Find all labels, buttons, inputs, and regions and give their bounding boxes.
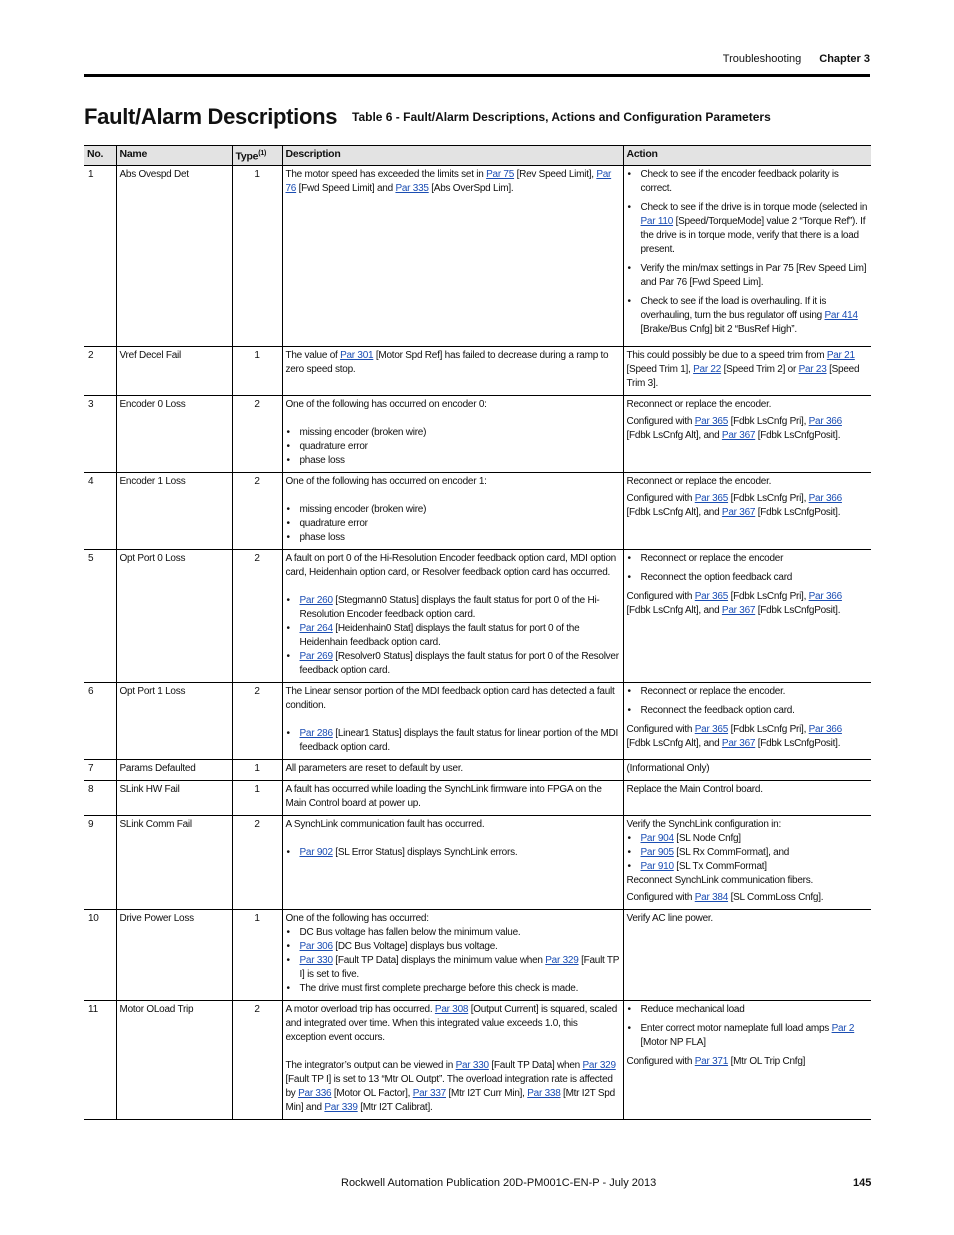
text-span: DC Bus voltage has fallen below the minimum value. [299, 926, 521, 938]
table-row [84, 759, 871, 780]
parameter-link[interactable]: Par 308 [434, 1003, 469, 1015]
parameter-link[interactable]: Par 910 [640, 860, 674, 872]
fault-action [623, 472, 871, 549]
text-span: [Mtr I2T Spd Min] and [285, 1087, 615, 1113]
table-row [84, 780, 871, 815]
text-span: [Abs OverSpd Lim]. [428, 182, 514, 194]
text-span: [Speed Trim 1], [626, 363, 694, 375]
table-row [84, 472, 871, 549]
bullet-list [627, 832, 869, 874]
fault-type: 2 [232, 682, 282, 759]
col-header-type [232, 146, 282, 166]
text-span: [Linear1 Status] displays the fault status for linear portion of the MDI feedback option card. [299, 727, 619, 753]
list-item [641, 571, 869, 585]
list-item [641, 168, 869, 196]
parameter-link[interactable]: Par 76 [285, 168, 612, 194]
fault-name: Opt Port 0 Loss [116, 549, 232, 682]
parameter-link[interactable]: Par 366 [808, 415, 842, 427]
fault-number: 4 [84, 472, 116, 549]
parameter-link[interactable]: Par 367 [721, 604, 756, 616]
fault-action [623, 549, 871, 682]
text-span: [Fdbk LsCnfg Alt], and [626, 429, 722, 441]
text-span: [Motor NP FLA] [640, 1036, 706, 1048]
paragraph [286, 552, 620, 580]
text-span: [Fdbk LsCnfgPosit]. [755, 604, 841, 616]
text-span: The Linear sensor portion of the MDI feedback option card has detected a fault condition. [285, 685, 615, 711]
fault-type: 1 [232, 780, 282, 815]
fault-action [623, 395, 871, 472]
list-item [641, 1003, 869, 1017]
text-span: [Fdbk LsCnfg Alt], and [626, 506, 722, 518]
fault-name: Vref Decel Fail [116, 346, 232, 395]
text-span: [Fault TP Data] when [488, 1059, 583, 1071]
text-span: Configured with [626, 723, 695, 735]
fault-number: 1 [84, 165, 116, 346]
spacer [286, 1045, 620, 1059]
parameter-link[interactable]: Par 365 [694, 415, 729, 427]
list-item [300, 622, 620, 650]
list-item [300, 517, 620, 531]
spacer [286, 832, 620, 846]
parameter-link[interactable]: Par 367 [721, 506, 756, 518]
parameter-link[interactable]: Par 23 [798, 363, 827, 375]
col-header-name: Name [116, 146, 232, 166]
fault-action [623, 909, 871, 1000]
parameter-link[interactable]: Par 329 [582, 1059, 616, 1071]
bullet-list [286, 426, 620, 468]
type-footnote-ref: (1) [258, 150, 267, 157]
fault-number: 8 [84, 780, 116, 815]
fault-action [623, 759, 871, 780]
fault-number: 11 [84, 1000, 116, 1119]
bullet-list [286, 594, 620, 678]
bullet-list [286, 926, 620, 996]
parameter-link[interactable]: Par 365 [694, 590, 729, 602]
parameter-link[interactable]: Par 330 [455, 1059, 489, 1071]
text-span: Reconnect or replace the encoder. [626, 398, 772, 410]
text-span: quadrature error [299, 440, 368, 452]
paragraph [286, 912, 620, 926]
text-span: [Resolver0 Status] displays the fault status for port 0 of the Resolver feedback option card. [299, 650, 619, 676]
text-span: Verify the min/max settings in Par 75 [Rev Speed Lim] and Par 76 [Fwd Speed Lim]. [640, 262, 867, 288]
parameter-link[interactable]: Par 301 [340, 349, 374, 361]
bullet-list [627, 685, 869, 718]
list-item [641, 552, 869, 566]
col-header-type-label: Type [235, 150, 259, 163]
text-span: A fault on port 0 of the Hi-Resolution Encoder feedback option card, MDI option card, Heidenhain option card, or Resolver feedback option card has occurred. [285, 552, 616, 578]
text-span: [Rev Speed Limit], [514, 168, 597, 180]
table-row [84, 682, 871, 759]
paragraph [627, 723, 869, 751]
list-item [300, 531, 620, 545]
text-span: A SynchLink communication fault has occurred. [285, 818, 485, 830]
fault-type: 2 [232, 395, 282, 472]
text-span: One of the following has occurred on encoder 1: [285, 475, 487, 487]
parameter-link[interactable]: Par 336 [298, 1087, 332, 1099]
text-span: missing encoder (broken wire) [299, 426, 427, 438]
fault-description [282, 395, 623, 472]
parameter-link[interactable]: Par 329 [545, 954, 579, 966]
fault-type: 2 [232, 472, 282, 549]
footer-publication: Rockwell Automation Publication 20D-PM001C-EN-P - July 2013 [341, 1177, 657, 1189]
paragraph [627, 475, 869, 489]
list-item [641, 1022, 869, 1050]
paragraph [627, 590, 869, 618]
parameter-link[interactable]: Par 330 [299, 954, 333, 966]
fault-description [282, 1000, 623, 1119]
list-item [641, 201, 869, 257]
list-item [300, 440, 620, 454]
text-span: Check to see if the drive is in torque mode (selected in [640, 201, 868, 213]
fault-type: 1 [232, 759, 282, 780]
fault-name: Opt Port 1 Loss [116, 682, 232, 759]
fault-alarm-table [84, 145, 871, 1120]
running-header [723, 53, 870, 65]
paragraph [627, 818, 869, 832]
fault-description [282, 346, 623, 395]
fault-number: 5 [84, 549, 116, 682]
fault-description [282, 472, 623, 549]
list-item [300, 982, 620, 996]
text-span: [Fault TP Data] displays the minimum value when [332, 954, 546, 966]
paragraph [627, 492, 869, 520]
parameter-link[interactable]: Par 75 [486, 168, 515, 180]
fault-type: 2 [232, 815, 282, 909]
header-rule [84, 74, 870, 77]
paragraph [286, 818, 620, 832]
text-span: Configured with [626, 1055, 695, 1067]
text-span: [Fdbk LsCnfg Pri], [728, 415, 809, 427]
list-item [641, 846, 869, 860]
spacer [286, 713, 620, 727]
paragraph [627, 874, 869, 888]
list-item [300, 594, 620, 622]
list-item [641, 295, 869, 337]
text-span: [Output Current] is squared, scaled and integrated over time. When this integrated value exceeds 1.0, this exception event occurs. [285, 1003, 618, 1043]
col-header-no: No. [84, 146, 116, 166]
text-span: Configured with [626, 492, 695, 504]
parameter-link[interactable]: Par 269 [299, 650, 333, 662]
fault-description [282, 682, 623, 759]
text-span: [Motor Spd Ref] has failed to decrease during a ramp to zero speed stop. [285, 349, 609, 375]
text-span: All parameters are reset to default by user. [285, 762, 463, 774]
text-span: [Fdbk LsCnfg Alt], and [626, 604, 722, 616]
fault-description [282, 815, 623, 909]
text-span: A motor overload trip has occurred. [285, 1003, 435, 1015]
text-span: [Fdbk LsCnfg Alt], and [626, 737, 722, 749]
text-span: This could possibly be due to a speed trim from [626, 349, 827, 361]
text-span: [SL Error Status] displays SynchLink errors. [332, 846, 518, 858]
text-span: [Fwd Speed Limit] and [296, 182, 396, 194]
text-span: Reconnect or replace the encoder. [626, 475, 772, 487]
list-item [300, 926, 620, 940]
fault-type: 1 [232, 346, 282, 395]
col-header-description: Description [282, 146, 623, 166]
parameter-link[interactable]: Par 365 [694, 723, 729, 735]
text-span: [SL Node Cnfg] [673, 832, 741, 844]
table-row [84, 165, 871, 346]
list-item [300, 954, 620, 982]
parameter-link[interactable]: Par 414 [824, 309, 858, 321]
list-item [300, 727, 620, 755]
fault-name: Abs Ovespd Det [116, 165, 232, 346]
fault-number: 10 [84, 909, 116, 1000]
text-span: [Brake/Bus Cnfg] bit 2 “BusRef High”. [640, 323, 797, 335]
list-item [300, 940, 620, 954]
table-caption: Table 6 - Fault/Alarm Descriptions, Actions and Configuration Parameters [352, 110, 771, 124]
fault-action [623, 780, 871, 815]
fault-number: 6 [84, 682, 116, 759]
fault-name: SLink HW Fail [116, 780, 232, 815]
page-title: Fault/Alarm Descriptions [84, 104, 338, 129]
parameter-link[interactable]: Par 902 [299, 846, 333, 858]
table-header-row [84, 146, 871, 166]
text-span: Reconnect SynchLink communication fibers. [626, 874, 814, 886]
list-item [300, 503, 620, 517]
text-span: Replace the Main Control board. [626, 783, 763, 795]
fault-description [282, 780, 623, 815]
spacer [286, 489, 620, 503]
list-item [300, 426, 620, 440]
list-item [641, 262, 869, 290]
table-body [84, 165, 871, 1119]
text-span: Reconnect or replace the encoder. [640, 685, 786, 697]
parameter-link[interactable]: Par 339 [324, 1101, 358, 1113]
paragraph [627, 891, 869, 905]
fault-description [282, 549, 623, 682]
text-span: The value of [285, 349, 341, 361]
text-span: The drive must first complete precharge before this check is made. [299, 982, 579, 994]
fault-name: Encoder 1 Loss [116, 472, 232, 549]
table-row [84, 395, 871, 472]
fault-type: 2 [232, 1000, 282, 1119]
text-span: Check to see if the load is overhauling. If it is overhauling, turn the bus regulator off using [640, 295, 827, 321]
bullet-list [627, 1003, 869, 1050]
text-span: [Mtr I2T Calibrat]. [357, 1101, 433, 1113]
fault-name: Encoder 0 Loss [116, 395, 232, 472]
table-row [84, 909, 871, 1000]
parameter-link[interactable]: Par 338 [527, 1087, 561, 1099]
fault-number: 7 [84, 759, 116, 780]
parameter-link[interactable]: Par 110 [640, 215, 674, 227]
list-item [641, 685, 869, 699]
text-span: [Speed/TorqueMode] value 2 “Torque Ref”). If the drive is in torque mode, verify that there is a load present. [640, 215, 866, 255]
spacer [286, 580, 620, 594]
parameter-link[interactable]: Par 335 [395, 182, 429, 194]
text-span: [Speed Trim 3]. [626, 363, 860, 389]
bullet-list [286, 503, 620, 545]
text-span: The motor speed has exceeded the limits set in [285, 168, 487, 180]
paragraph [286, 1059, 620, 1115]
parameter-link[interactable]: Par 367 [721, 737, 756, 749]
text-span: [DC Bus Voltage] displays bus voltage. [332, 940, 498, 952]
bullet-list [286, 846, 620, 860]
fault-action [623, 346, 871, 395]
parameter-link[interactable]: Par 264 [299, 622, 333, 634]
fault-action [623, 165, 871, 346]
fault-name: Motor OLoad Trip [116, 1000, 232, 1119]
text-span: [Fdbk LsCnfg Pri], [728, 723, 809, 735]
text-span: Verify the SynchLink configuration in: [626, 818, 781, 830]
text-span: Check to see if the encoder feedback polarity is correct. [640, 168, 839, 194]
text-span: [Fault TP I] is set to five. [299, 954, 620, 980]
parameter-link[interactable]: Par 286 [299, 727, 333, 739]
fault-number: 9 [84, 815, 116, 909]
text-span: A fault has occurred while loading the SynchLink firmware into FPGA on the Main Control board at power up. [285, 783, 602, 809]
fault-name: Params Defaulted [116, 759, 232, 780]
list-item [641, 832, 869, 846]
fault-name: SLink Comm Fail [116, 815, 232, 909]
page-number: 145 [853, 1177, 872, 1189]
text-span: Configured with [626, 891, 695, 903]
text-span: Reconnect or replace the encoder [640, 552, 784, 564]
parameter-link[interactable]: Par 904 [640, 832, 674, 844]
fault-description [282, 165, 623, 346]
text-span: Reconnect the feedback option card. [640, 704, 795, 716]
spacer [286, 412, 620, 426]
paragraph [627, 398, 869, 412]
text-span: [Speed Trim 2] or [721, 363, 799, 375]
parameter-link[interactable]: Par 367 [721, 429, 756, 441]
bullet-list [286, 727, 620, 755]
paragraph [627, 415, 869, 443]
text-span: [Heidenhain0 Stat] displays the fault status for port 0 of the Heidenhain feedback option card. [299, 622, 580, 648]
fault-number: 2 [84, 346, 116, 395]
col-header-action: Action [623, 146, 871, 166]
text-span: missing encoder (broken wire) [299, 503, 427, 515]
fault-type: 2 [232, 549, 282, 682]
list-item [641, 860, 869, 874]
text-span: [Fdbk LsCnfg Pri], [728, 590, 809, 602]
text-span: The integrator’s output can be viewed in [285, 1059, 456, 1071]
bullet-list [627, 552, 869, 585]
parameter-link[interactable]: Par 366 [808, 590, 842, 602]
fault-action [623, 682, 871, 759]
text-span: phase loss [299, 531, 345, 543]
parameter-link[interactable]: Par 2 [831, 1022, 855, 1034]
parameter-link[interactable]: Par 260 [299, 594, 333, 606]
fault-action [623, 1000, 871, 1119]
text-span: One of the following has occurred: [285, 912, 429, 924]
text-span: [Fdbk LsCnfg Pri], [728, 492, 809, 504]
fault-type: 1 [232, 909, 282, 1000]
parameter-link[interactable]: Par 306 [299, 940, 333, 952]
fault-name: Drive Power Loss [116, 909, 232, 1000]
paragraph [286, 1003, 620, 1045]
list-item [300, 650, 620, 678]
paragraph [286, 398, 620, 412]
paragraph [286, 685, 620, 713]
text-span: Reconnect the option feedback card [640, 571, 793, 583]
bullet-list [627, 168, 869, 337]
text-span: One of the following has occurred on encoder 0: [285, 398, 487, 410]
parameter-link[interactable]: Par 365 [694, 492, 729, 504]
parameter-link[interactable]: Par 337 [412, 1087, 446, 1099]
text-span: [Stegmann0 Status] displays the fault status for port 0 of the Hi-Resolution Encoder feedback option card. [299, 594, 600, 620]
text-span: [Fdbk LsCnfgPosit]. [755, 737, 841, 749]
text-span: [Mtr OL Trip Cnfg] [728, 1055, 806, 1067]
fault-type: 1 [232, 165, 282, 346]
text-span: [Fault TP I] is set to 13 “Mtr OL Outpt”. The overload integration rate is affected by [285, 1073, 613, 1099]
text-span: quadrature error [299, 517, 368, 529]
paragraph [286, 475, 620, 489]
table-row [84, 346, 871, 395]
fault-action [623, 815, 871, 909]
text-span: [Fdbk LsCnfgPosit]. [755, 506, 841, 518]
table-row [84, 815, 871, 909]
table-row [84, 1000, 871, 1119]
parameter-link[interactable]: Par 21 [826, 349, 855, 361]
list-item [641, 704, 869, 718]
fault-description [282, 759, 623, 780]
text-span: Verify AC line power. [626, 912, 713, 924]
parameter-link[interactable]: Par 22 [693, 363, 722, 375]
table-row [84, 549, 871, 682]
paragraph [627, 1055, 869, 1069]
text-span: Configured with [626, 415, 695, 427]
parameter-link[interactable]: Par 384 [694, 891, 729, 903]
parameter-link[interactable]: Par 366 [808, 723, 842, 735]
parameter-link[interactable]: Par 371 [694, 1055, 729, 1067]
text-span: Enter correct motor nameplate full load amps [640, 1022, 832, 1034]
parameter-link[interactable]: Par 905 [640, 846, 674, 858]
text-span: [Fdbk LsCnfgPosit]. [755, 429, 841, 441]
header-section: Troubleshooting [722, 53, 802, 65]
list-item [300, 454, 620, 468]
text-span: Reduce mechanical load [640, 1003, 745, 1015]
text-span: [SL Rx CommFormat], and [673, 846, 790, 858]
text-span: phase loss [299, 454, 345, 466]
list-item [300, 846, 620, 860]
fault-number: 3 [84, 395, 116, 472]
text-span: [SL Tx CommFormat] [673, 860, 767, 872]
text-span: Configured with [626, 590, 695, 602]
text-span: [Motor OL Factor], [331, 1087, 413, 1099]
text-span: [SL CommLoss Cnfg]. [728, 891, 824, 903]
header-chapter: Chapter 3 [819, 53, 870, 65]
text-span: [Mtr I2T Curr Min], [445, 1087, 528, 1099]
fault-description [282, 909, 623, 1000]
text-span: (Informational Only) [626, 762, 710, 774]
parameter-link[interactable]: Par 366 [808, 492, 842, 504]
